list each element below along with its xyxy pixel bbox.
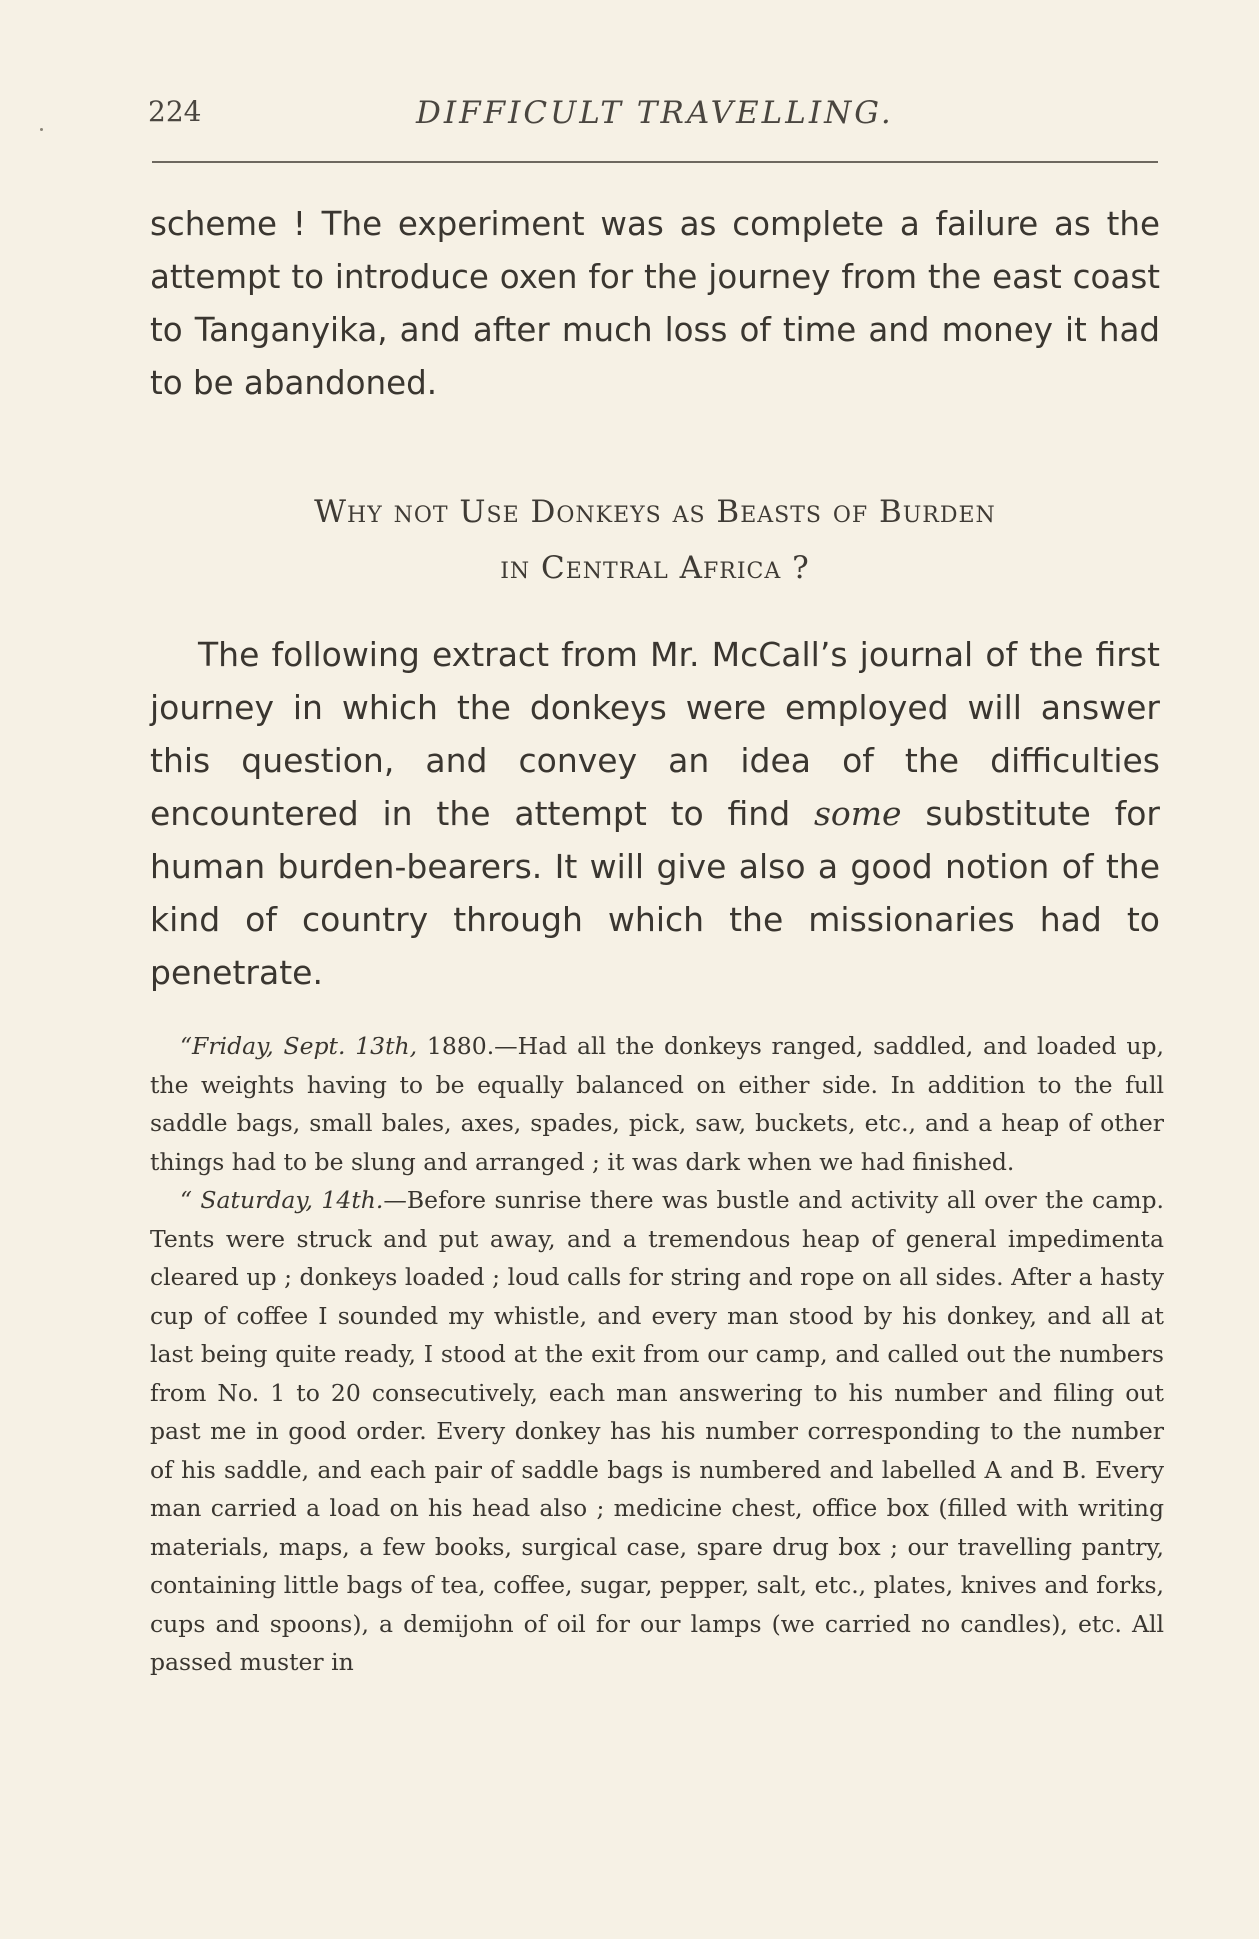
main-paragraph xyxy=(150,628,1160,999)
journal-entry-text: 1880.—Had all the donkeys ranged, saddled, and loaded up, the weights having to be equally balanced on either side. In addition to the full saddle bags, small bales, axes, spades, pick, saw, buckets, etc., and a heap of other things had to be slung and arranged ; it was dark when we had finished. xyxy=(150,1032,1164,1176)
journal-entry-text: —Before sunrise there was bustle and activity all over the camp. Tents were struck and put away, and a tremendous heap of general impedimenta cleared up ; donkeys loaded ; loud calls for string and rope on all sides. After a hasty cup of coffee I sounded my whistle, and every man stood by his donkey, and all at last being quite ready, I stood at the exit from our camp, and called out the numbers from No. 1 to 20 consecutively, each man answering to his number and filing out past me in good order. Every donkey has his number corresponding to the number of his saddle, and each pair of saddle bags is numbered and labelled A and B. Every man carried a load on his head also ; medicine chest, office box (filled with writing materials, maps, a few books, surgical case, spare drug box ; our travelling pantry, containing little bags of tea, coffee, sugar, pepper, salt, etc., plates, knives and forks, cups and spoons), a demijohn of oil for our lamps (we carried no candles), etc. All passed muster in xyxy=(150,1186,1164,1676)
page-number: 224 xyxy=(148,95,202,128)
section-heading xyxy=(150,484,1160,596)
intro-paragraph: scheme ! The experiment was as complete a failure as the attempt to introduce oxen for the journey from the east coast to Tanganyika, and after much loss of time and money it had to be abandoned. xyxy=(150,205,1160,402)
main-paragraph-text-a: The following extract from Mr. McCall’s journal of the first journey in which the donkeys were employed will answer this question, and convey an idea of the difficulties encountered in the attempt to find xyxy=(150,635,1160,833)
journal-extract xyxy=(150,1027,1164,1682)
journal-entry-friday xyxy=(150,1027,1164,1181)
margin-speck xyxy=(40,128,43,131)
section-heading-line-1: Why not Use Donkeys as Beasts of Burden xyxy=(314,494,996,530)
running-head: DIFFICULT TRAVELLING. xyxy=(416,95,894,131)
journal-entry-date: “Friday, Sept. 13th, xyxy=(180,1032,418,1060)
header-rule xyxy=(152,161,1158,163)
page-header xyxy=(148,95,1158,139)
main-paragraph-emphasis: some xyxy=(813,794,902,833)
main-paragraph-text-b: substitute for human burden-bearers. It will give also a good notion of the kind of country through which the missionaries had to penetrate. xyxy=(150,794,1160,992)
section-heading-line-2: in Central Africa ? xyxy=(500,550,810,586)
journal-entry-saturday xyxy=(150,1181,1164,1682)
journal-entry-date: “ Saturday, 14th. xyxy=(180,1186,384,1214)
